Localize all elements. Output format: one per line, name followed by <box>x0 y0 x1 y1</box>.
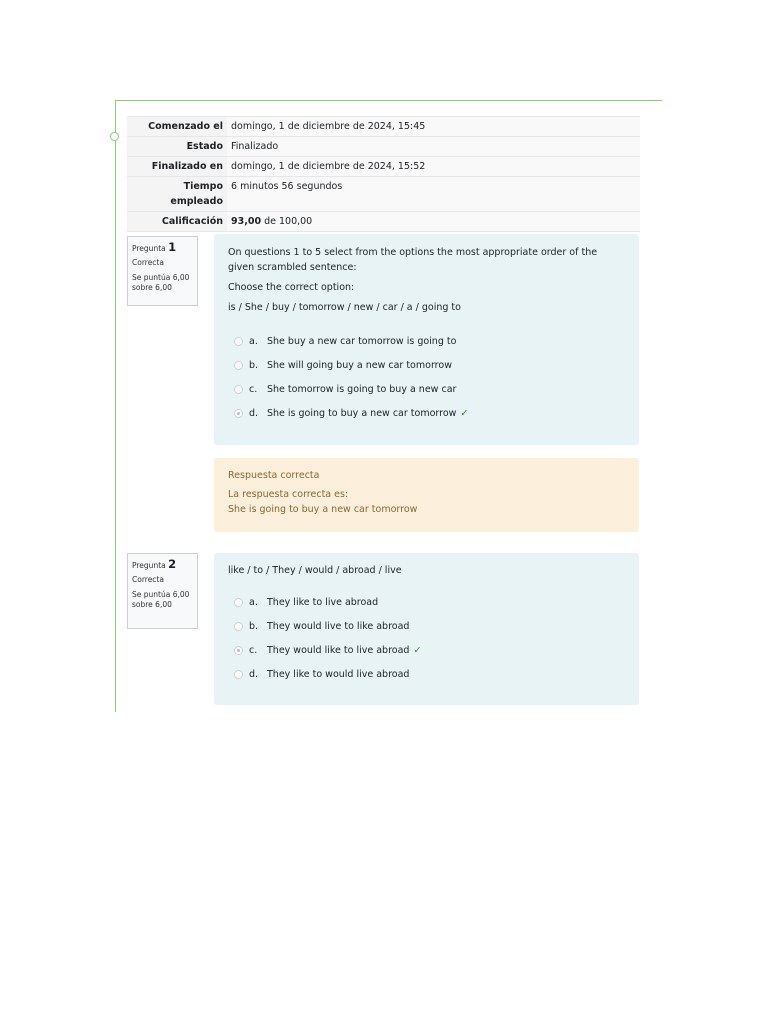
timeline-horizontal-line <box>115 100 662 101</box>
feedback-answer: She is going to buy a new car tomorrow <box>228 504 418 515</box>
question-number: 1 <box>168 240 177 254</box>
answer-list <box>228 329 625 425</box>
answer-text: She is going to buy a new car tomorrow <box>267 407 457 419</box>
summary-value: 6 minutos 56 segundos <box>227 177 640 212</box>
answer-text: She buy a new car tomorrow is going to <box>267 335 457 347</box>
answer-text: She tomorrow is going to buy a new car <box>267 383 457 395</box>
answer-option-c[interactable] <box>228 377 625 401</box>
answer-text: They like to would live abroad <box>267 668 410 680</box>
timeline-vertical-line <box>115 100 116 712</box>
question-1-formulation <box>214 234 639 445</box>
summary-row-finished <box>127 157 640 177</box>
question-1-info <box>127 236 198 306</box>
summary-row-grade <box>127 212 640 232</box>
answer-list <box>228 590 625 686</box>
answer-option-c[interactable] <box>228 638 625 662</box>
answer-letter: a. <box>249 596 258 608</box>
grade-max: de 100,00 <box>261 216 313 227</box>
question-mark: Se puntúa 6,00 sobre 6,00 <box>132 590 190 609</box>
question-2-formulation <box>214 553 639 705</box>
question-text: On questions 1 to 5 select from the options the most appropriate order of the given scrambled sentence: <box>228 247 598 273</box>
summary-label: Estado <box>127 137 227 157</box>
answer-text: They would like to live abroad <box>267 644 410 656</box>
question-1-feedback <box>214 458 639 532</box>
answer-text: They like to live abroad <box>267 596 379 608</box>
radio-button[interactable] <box>234 385 243 394</box>
answer-letter: a. <box>249 335 258 347</box>
summary-label: Tiempo empleado <box>127 177 227 212</box>
question-prefix: Pregunta <box>132 561 166 570</box>
summary-row-started <box>127 117 640 137</box>
question-instruction: Choose the correct option: <box>228 282 355 293</box>
answer-letter: b. <box>249 620 259 632</box>
question-2-info <box>127 553 198 629</box>
question-state: Correcta <box>132 575 164 584</box>
summary-value: domingo, 1 de diciembre de 2024, 15:45 <box>227 117 640 137</box>
feedback-title: Respuesta correcta <box>228 470 320 481</box>
radio-button[interactable] <box>234 598 243 607</box>
summary-value <box>227 212 640 232</box>
summary-value: domingo, 1 de diciembre de 2024, 15:52 <box>227 157 640 177</box>
answer-option-d[interactable] <box>228 662 625 686</box>
timeline-node <box>110 132 119 141</box>
answer-option-a[interactable] <box>228 590 625 614</box>
radio-button[interactable] <box>234 670 243 679</box>
summary-row-state <box>127 137 640 157</box>
answer-letter: c. <box>249 383 258 395</box>
answer-text: They would live to like abroad <box>267 620 410 632</box>
question-prefix: Pregunta <box>132 244 166 253</box>
summary-label: Finalizado en <box>127 157 227 177</box>
question-state: Correcta <box>132 258 164 267</box>
summary-value: Finalizado <box>227 137 640 157</box>
summary-label: Comenzado el <box>127 117 227 137</box>
answer-letter: b. <box>249 359 259 371</box>
answer-option-d[interactable] <box>228 401 625 425</box>
correct-check-icon: ✓ <box>460 407 469 419</box>
radio-button-selected[interactable] <box>234 646 243 655</box>
question-number: 2 <box>168 557 177 571</box>
answer-option-b[interactable] <box>228 614 625 638</box>
radio-button[interactable] <box>234 361 243 370</box>
radio-button[interactable] <box>234 337 243 346</box>
summary-row-time-taken <box>127 177 640 212</box>
answer-letter: d. <box>249 407 259 419</box>
scrambled-sentence: like / to / They / would / abroad / live <box>228 565 402 576</box>
grade-value: 93,00 <box>231 216 262 227</box>
answer-option-b[interactable] <box>228 353 625 377</box>
summary-label: Calificación <box>127 212 227 232</box>
answer-option-a[interactable] <box>228 329 625 353</box>
answer-text: She will going buy a new car tomorrow <box>267 359 452 371</box>
answer-letter: c. <box>249 644 258 656</box>
question-mark: Se puntúa 6,00 sobre 6,00 <box>132 273 190 292</box>
radio-button[interactable] <box>234 622 243 631</box>
answer-letter: d. <box>249 668 259 680</box>
attempt-summary-table <box>127 116 640 232</box>
feedback-label: La respuesta correcta es: <box>228 489 349 500</box>
radio-button-selected[interactable] <box>234 409 243 418</box>
scrambled-sentence: is / She / buy / tomorrow / new / car / a / going to <box>228 302 461 313</box>
correct-check-icon: ✓ <box>413 644 422 656</box>
